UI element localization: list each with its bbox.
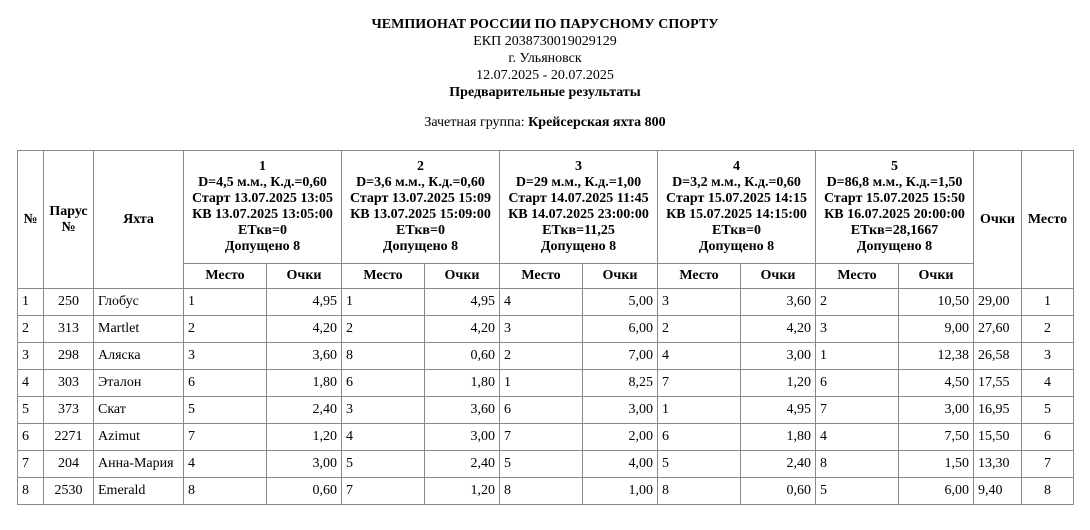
race-4-place-header: Место: [658, 264, 741, 289]
race-points: 2,40: [425, 451, 500, 478]
race-etkv: ЕТкв=28,1667: [850, 223, 939, 238]
race-etkv: ЕТкв=11,25: [542, 223, 615, 238]
race-points: 4,95: [267, 289, 342, 316]
race-admitted: Допущено 8: [698, 239, 775, 254]
final-place: 8: [1022, 478, 1074, 505]
race-place: 3: [816, 316, 899, 343]
race-kv: КВ 14.07.2025 23:00:00: [508, 207, 649, 222]
race-points: 0,60: [425, 343, 500, 370]
race-place: 6: [816, 370, 899, 397]
race-points: 8,25: [583, 370, 658, 397]
yacht-name: Azimut: [94, 424, 184, 451]
total-points: 26,58: [974, 343, 1022, 370]
race-admitted: Допущено 8: [224, 239, 301, 254]
yacht-name: Аляска: [94, 343, 184, 370]
total-points: 15,50: [974, 424, 1022, 451]
race-place: 3: [342, 397, 425, 424]
city: г. Ульяновск: [508, 51, 582, 66]
yacht-name: Анна-Мария: [94, 451, 184, 478]
scoring-group-value: Крейсерская яхта 800: [528, 115, 666, 130]
race-place: 1: [184, 289, 267, 316]
championship-title: ЧЕМПИОНАТ РОССИИ ПО ПАРУСНОМУ СПОРТУ: [371, 17, 719, 32]
race-points: 3,00: [899, 397, 974, 424]
race-num: 1: [259, 159, 266, 174]
race-place: 5: [500, 451, 583, 478]
sail-number: 204: [44, 451, 94, 478]
row-number: 1: [18, 289, 44, 316]
table-row: [18, 370, 1074, 397]
race-points: 3,60: [425, 397, 500, 424]
race-points: 3,60: [267, 343, 342, 370]
race-place: 1: [342, 289, 425, 316]
race-place: 2: [500, 343, 583, 370]
event-dates: 12.07.2025 - 20.07.2025: [476, 68, 614, 83]
race-points: 6,00: [899, 478, 974, 505]
yacht-name: Эталон: [94, 370, 184, 397]
race-place: 4: [500, 289, 583, 316]
col-final-place-header: Место: [1022, 151, 1074, 289]
race-points: 5,00: [583, 289, 658, 316]
race-points: 1,20: [425, 478, 500, 505]
race-header-1: [184, 151, 342, 264]
race-place: 5: [342, 451, 425, 478]
race-points: 2,40: [741, 451, 816, 478]
race-header-5: [816, 151, 974, 264]
race-points: 1,80: [425, 370, 500, 397]
total-points: 16,95: [974, 397, 1022, 424]
row-number: 7: [18, 451, 44, 478]
race-points: 4,20: [741, 316, 816, 343]
race-points: 4,50: [899, 370, 974, 397]
race-2-points-header: Очки: [425, 264, 500, 289]
race-points: 1,20: [741, 370, 816, 397]
col-yacht-header: Яхта: [94, 151, 184, 289]
race-points: 7,50: [899, 424, 974, 451]
race-place: 1: [658, 397, 741, 424]
race-place: 8: [184, 478, 267, 505]
race-points: 0,60: [267, 478, 342, 505]
total-points: 17,55: [974, 370, 1022, 397]
race-place: 8: [500, 478, 583, 505]
race-points: 6,00: [583, 316, 658, 343]
race-place: 4: [342, 424, 425, 451]
race-place: 3: [500, 316, 583, 343]
race-num: 5: [891, 159, 898, 174]
row-number: 4: [18, 370, 44, 397]
race-admitted: Допущено 8: [540, 239, 617, 254]
race-distance: D=3,2 м.м., К.д.=0,60: [672, 175, 801, 190]
final-place: 1: [1022, 289, 1074, 316]
race-place: 6: [184, 370, 267, 397]
final-place: 4: [1022, 370, 1074, 397]
race-points: 4,00: [583, 451, 658, 478]
document-header: [0, 0, 1090, 101]
total-points: 13,30: [974, 451, 1022, 478]
race-points: 4,95: [425, 289, 500, 316]
results-table-body: [18, 289, 1074, 505]
yacht-name: Emerald: [94, 478, 184, 505]
race-place: 7: [658, 370, 741, 397]
race-5-place-header: Место: [816, 264, 899, 289]
results-table-head: [18, 151, 1074, 289]
table-row: [18, 451, 1074, 478]
race-place: 4: [816, 424, 899, 451]
race-place: 5: [816, 478, 899, 505]
sail-number: 313: [44, 316, 94, 343]
race-start: Старт 14.07.2025 11:45: [508, 191, 649, 206]
row-number: 8: [18, 478, 44, 505]
scoring-group: [0, 115, 1090, 131]
race-points: 2,40: [267, 397, 342, 424]
total-points: 9,40: [974, 478, 1022, 505]
race-1-place-header: Место: [184, 264, 267, 289]
race-points: 9,00: [899, 316, 974, 343]
race-place: 2: [816, 289, 899, 316]
sail-number: 303: [44, 370, 94, 397]
table-row: [18, 478, 1074, 505]
race-kv: КВ 16.07.2025 20:00:00: [824, 207, 965, 222]
col-total-points-header: Очки: [974, 151, 1022, 289]
race-distance: D=3,6 м.м., К.д.=0,60: [356, 175, 485, 190]
race-points: 3,60: [741, 289, 816, 316]
race-header-4: [658, 151, 816, 264]
race-etkv: ЕТкв=0: [712, 223, 761, 238]
table-row: [18, 289, 1074, 316]
row-number: 3: [18, 343, 44, 370]
race-points: 1,80: [741, 424, 816, 451]
sail-number: 298: [44, 343, 94, 370]
row-number: 5: [18, 397, 44, 424]
race-kv: КВ 13.07.2025 13:05:00: [192, 207, 333, 222]
race-points: 7,00: [583, 343, 658, 370]
race-start: Старт 15.07.2025 14:15: [665, 191, 808, 206]
race-points: 2,00: [583, 424, 658, 451]
race-num: 2: [417, 159, 424, 174]
race-place: 6: [342, 370, 425, 397]
race-5-points-header: Очки: [899, 264, 974, 289]
race-points: 3,00: [425, 424, 500, 451]
table-row: [18, 343, 1074, 370]
total-points: 27,60: [974, 316, 1022, 343]
race-points: 10,50: [899, 289, 974, 316]
race-points: 1,20: [267, 424, 342, 451]
results-subtitle: Предварительные результаты: [449, 85, 641, 100]
race-points: 1,50: [899, 451, 974, 478]
race-place: 3: [184, 343, 267, 370]
total-points: 29,00: [974, 289, 1022, 316]
race-place: 8: [342, 343, 425, 370]
race-place: 2: [342, 316, 425, 343]
race-admitted: Допущено 8: [382, 239, 459, 254]
race-start: Старт 15.07.2025 15:50: [823, 191, 966, 206]
race-place: 3: [658, 289, 741, 316]
race-points: 0,60: [741, 478, 816, 505]
race-place: 7: [342, 478, 425, 505]
race-distance: D=86,8 м.м., К.д.=1,50: [826, 175, 963, 190]
race-place: 4: [658, 343, 741, 370]
race-place: 7: [184, 424, 267, 451]
race-num: 3: [575, 159, 582, 174]
final-place: 6: [1022, 424, 1074, 451]
race-4-points-header: Очки: [741, 264, 816, 289]
sail-number: 2530: [44, 478, 94, 505]
race-place: 1: [816, 343, 899, 370]
race-place: 8: [658, 478, 741, 505]
final-place: 2: [1022, 316, 1074, 343]
final-place: 7: [1022, 451, 1074, 478]
yacht-name: Martlet: [94, 316, 184, 343]
race-3-place-header: Место: [500, 264, 583, 289]
row-number: 6: [18, 424, 44, 451]
sail-number: 2271: [44, 424, 94, 451]
race-start: Старт 13.07.2025 15:09: [349, 191, 492, 206]
table-row: [18, 424, 1074, 451]
race-header-2: [342, 151, 500, 264]
ekp-number: ЕКП 2038730019029129: [473, 34, 617, 49]
race-points: 1,00: [583, 478, 658, 505]
sail-number: 373: [44, 397, 94, 424]
race-place: 4: [184, 451, 267, 478]
table-row: [18, 397, 1074, 424]
race-num: 4: [733, 159, 740, 174]
race-place: 7: [816, 397, 899, 424]
col-sail-header: Парус №: [44, 151, 94, 289]
race-kv: КВ 15.07.2025 14:15:00: [666, 207, 807, 222]
col-num-header: №: [18, 151, 44, 289]
race-place: 6: [500, 397, 583, 424]
race-place: 5: [658, 451, 741, 478]
race-place: 7: [500, 424, 583, 451]
race-start: Старт 13.07.2025 13:05: [191, 191, 334, 206]
race-1-points-header: Очки: [267, 264, 342, 289]
sail-number: 250: [44, 289, 94, 316]
race-2-place-header: Место: [342, 264, 425, 289]
race-points: 3,00: [267, 451, 342, 478]
race-etkv: ЕТкв=0: [238, 223, 287, 238]
race-place: 8: [816, 451, 899, 478]
yacht-name: Глобус: [94, 289, 184, 316]
race-points: 4,95: [741, 397, 816, 424]
race-distance: D=4,5 м.м., К.д.=0,60: [198, 175, 327, 190]
row-number: 2: [18, 316, 44, 343]
yacht-name: Скат: [94, 397, 184, 424]
final-place: 5: [1022, 397, 1074, 424]
table-row: [18, 316, 1074, 343]
race-points: 1,80: [267, 370, 342, 397]
race-3-points-header: Очки: [583, 264, 658, 289]
race-points: 4,20: [267, 316, 342, 343]
scoring-group-label: Зачетная группа:: [424, 115, 525, 130]
race-admitted: Допущено 8: [856, 239, 933, 254]
race-etkv: ЕТкв=0: [396, 223, 445, 238]
race-place: 6: [658, 424, 741, 451]
race-place: 5: [184, 397, 267, 424]
race-header-3: [500, 151, 658, 264]
race-kv: КВ 13.07.2025 15:09:00: [350, 207, 491, 222]
race-place: 2: [184, 316, 267, 343]
race-place: 2: [658, 316, 741, 343]
race-points: 3,00: [583, 397, 658, 424]
results-table: [17, 150, 1074, 505]
race-points: 12,38: [899, 343, 974, 370]
final-place: 3: [1022, 343, 1074, 370]
race-points: 4,20: [425, 316, 500, 343]
race-points: 3,00: [741, 343, 816, 370]
race-distance: D=29 м.м., К.д.=1,00: [515, 175, 642, 190]
race-place: 1: [500, 370, 583, 397]
